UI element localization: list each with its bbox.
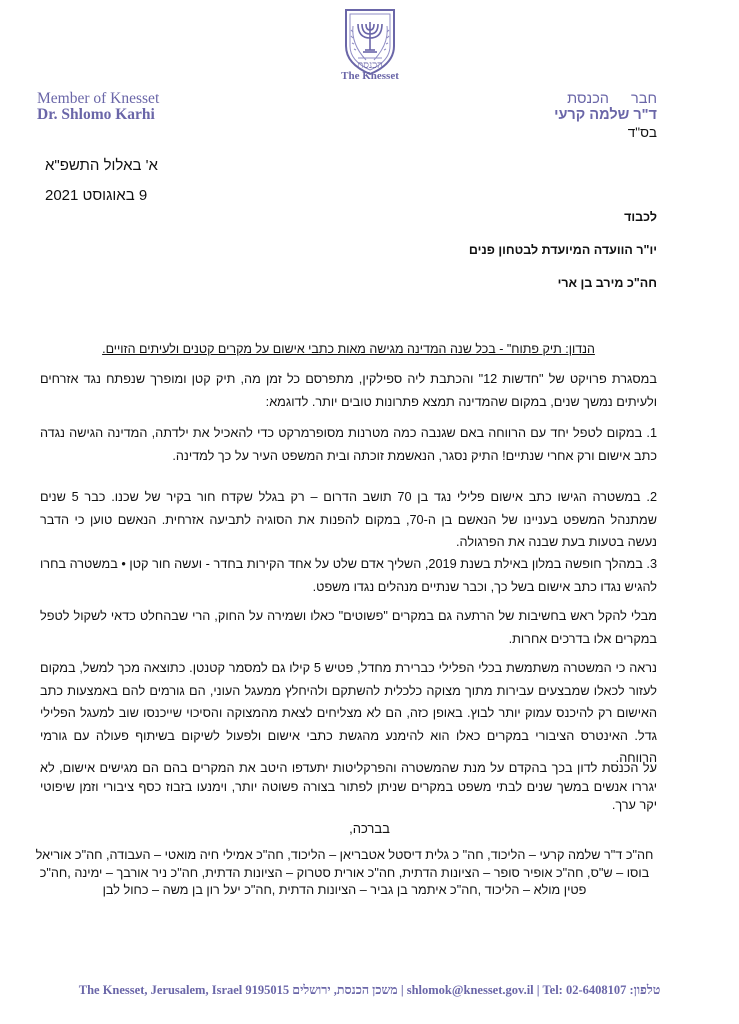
bsd-mark: בס"ד [627,125,657,140]
police-paragraph: נראה כי המשטרה משתמשת בכלי הפלילי כברירת מחדל, פטיש 5 קילו גם למסמר קטנטן. כתוצאה מכך למשל, במקום לעזור לכאלו שמבצעים עבירות מתוך מצוקה כלכלית להשתקם ולהיחלץ ממעגל העוני, הם גורמים להם באמצעות כתב האישום רק להיכנס עמוק יותר לבוץ. באופן כזה, הם לא מצליחים לצאת מהמצוקה והסיכוי שייכנסו שוב למעגל הפלילי גדל. האינטרס הציבורי במקרים כאלו הוא להימנע מהגשת כתבי אישום ולפעול לשיקום בשיתוף פעולה עם גורמי הרווחה. [40,661,657,765]
addressee-title: יו"ר הוועדה המיועדת לבטחון פנים [468,243,657,257]
footer-phone: Tel: 02-6408107 [542,983,627,997]
deterrence-paragraph: מבלי להקל ראש בחשיבות של הרתעה גם במקרים "פשוטים" כאלו ושמירה על החוק, הרי שבהחלט כדאי לשקול לטפל במקרים אלו בדרכים אחרות. [40,609,657,646]
example-3-paragraph: 3. במהלך חופשה במלון באילת בשנת 2019, השליך אדם שלט על אחד הקירות בחדר - ועשה חור קטן • במשטרה בחרו להגיש נגדו כתב אישום בשל כך, וכבר שנתיים מנהלים נגדו משפט. [40,557,657,594]
hebrew-name: ד"ר שלמה קרעי [554,107,657,123]
emblem-hebrew-label: הכנסת [357,60,383,71]
hebrew-role: חבר הכנסת [567,91,657,107]
footer [0,983,739,998]
footer-phone-label: טלפון: [629,983,661,997]
footer-address-he: משכן הכנסת, ירושלים [292,983,398,997]
hebrew-date: א' באלול התשפ"א [45,157,158,174]
closing-greeting: בברכה, [349,821,390,836]
footer-address-en: The Knesset, Jerusalem, Israel 9195015 [78,983,290,997]
footer-email[interactable]: shlomok@knesset.gov.il [406,983,534,997]
footer-separator: | [536,983,540,997]
gregorian-date: 9 באוגוסט 2021 [45,187,148,204]
signers-list: חה"כ ד"ר שלמה קרעי – הליכוד, חה" כ גלית דיסטל אטבריאן – הליכוד, חה"כ אמילי חיה מואטי – העבודה, חה"כ אוריאל בוסו – ש"ס, חה"כ אופיר סופר – הציונות הדתית, חה"כ אורית סטרוק – הציונות הדתית, חה"כ ניר אורבך – ימינה ,חה"כ פטין מולא – הליכוד ,חה"כ איתמר בן גביר – הציונות הדתית ,חה"כ יעל רון בן משה – כחול לבן [35,848,654,897]
request-paragraph: על הכנסת לדון בכך בהקדם על מנת שהמשטרה והפרקליטות יתעדפו היטב את המקרים בהם הם מגישים אישום, לא יגררו אנשים במשך שנים לבתי משפט במקרים שניתן לפתור בצורה פשוטה יותר, וימנעו בזבוז כסף ציבורי וזמן שיפוטי יקר ערך. [40,761,657,812]
english-role: Member of Knesset [37,90,160,107]
footer-separator: | [400,983,404,997]
letterhead-hebrew [554,91,657,123]
emblem-english-label: The Knesset [341,70,399,82]
subject-line: הנדון: תיק פתוח" - בכל שנה המדינה מגישה מאות כתבי אישום על מקרים קטנים ולעיתים הזויים. [102,342,595,356]
addressee-honorific: לכבוד [624,210,657,224]
example-2-paragraph: 2. במשטרה הגישו כתב אישום פלילי נגד בן 70 תושב הדרום – רק בגלל שקדח חור בקיר של שכנו. כבר 5 שנים שמתנהל המשפט בעניינו של הנאשם בן ה-70, במקום להפנות את הסוגיה לתביעה אזרחית. הנאשם טוען כי הדבר נעשה בטעות בעת שבנה את הפרגולה. [40,490,658,549]
intro-paragraph: במסגרת פרויקט של "חדשות 12" והכתבת ליה ספילקין, מתפרסם כל זמן מה, תיק קטן ומופרך שנפתח נגד אזרחים ולעיתים נמשך שנים, במקום שהמדינה תמצא פתרונות טובים יותר. לדוגמא: [40,372,657,409]
addressee-name: חה"כ מירב בן ארי [557,276,657,290]
english-name: Dr. Shlomo Karhi [37,106,155,123]
letterhead-english [37,91,159,123]
example-1-paragraph: 1. במקום לטפל יחד עם הרווחה באם שגנבה כמה מטרנות מסופרמרקט כדי להאכיל את ילדתה, המדינה הגישה נגדה כתב אישום ורק אחרי שנתיים! התיק נסגר, הנאשמת זוכתה ובית המשפט העיר על כך למדינה. [40,426,657,463]
